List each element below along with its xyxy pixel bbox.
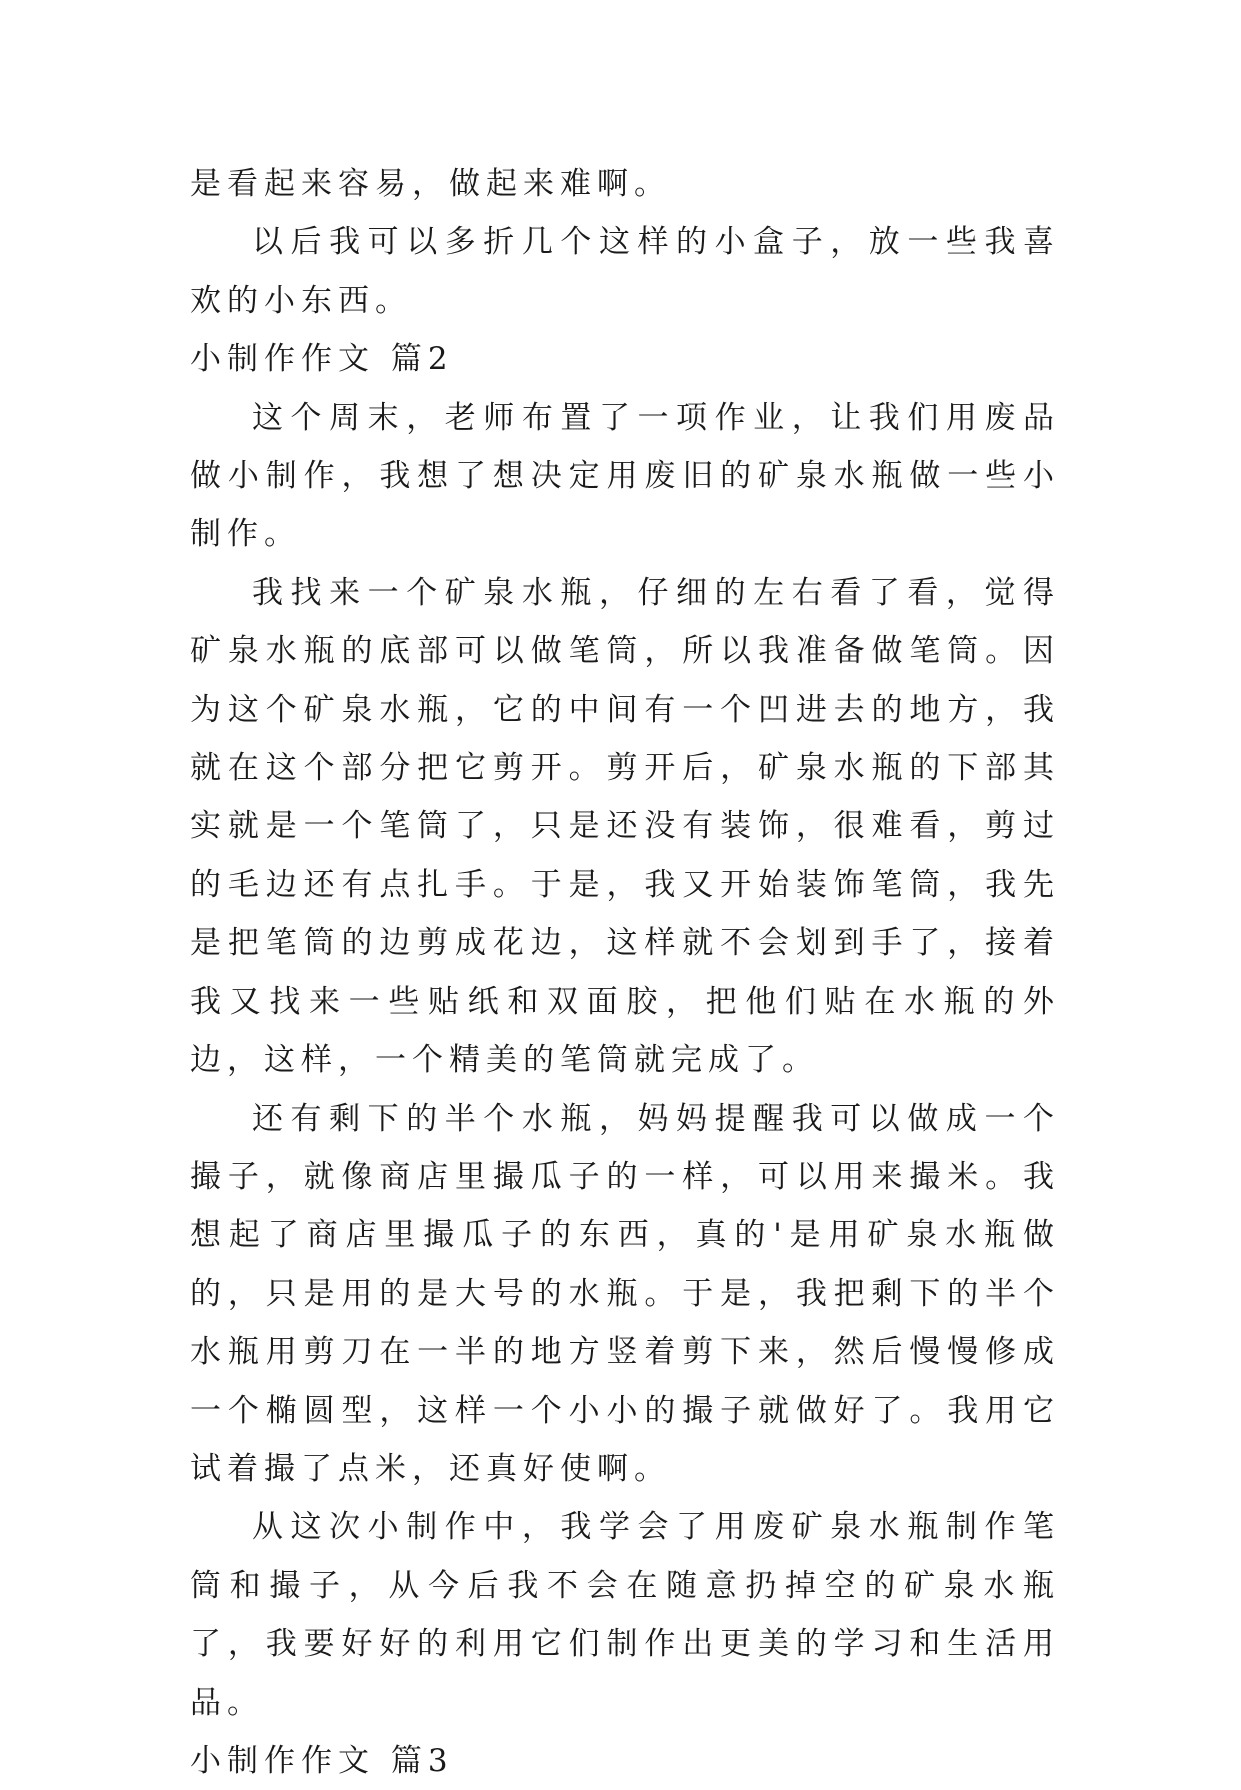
paragraph: 以后我可以多折几个这样的小盒子，放一些我喜欢的小东西。	[190, 224, 1060, 319]
section-heading-2: 小制作作文 篇2	[190, 341, 454, 378]
section-heading-3: 小制作作文 篇3	[190, 1742, 454, 1779]
paragraph-continuation: 是看起来容易，做起来难啊。	[190, 166, 671, 202]
paragraph: 这个周末，老师布置了一项作业，让我们用废品做小制作，我想了想决定用废旧的矿泉水瓶做一些小制作。	[190, 399, 1060, 553]
essay-body	[190, 155, 1060, 1790]
paragraph: 我找来一个矿泉水瓶，仔细的左右看了看，觉得矿泉水瓶的底部可以做笔筒，所以我准备做笔筒。因为这个矿泉水瓶，它的中间有一个凹进去的地方，我就在这个部分把它剪开。剪开后，矿泉水瓶的下部其实就是一个笔筒了，只是还没有装饰，很难看，剪过的毛边还有点扎手。于是，我又开始装饰笔筒，我先是把笔筒的边剪成花边，这样就不会划到手了，接着我又找来一些贴纸和双面胶，把他们贴在水瓶的外边，这样，一个精美的笔筒就完成了。	[190, 574, 1060, 1079]
paragraph: 还有剩下的半个水瓶，妈妈提醒我可以做成一个撮子，就像商店里撮瓜子的一样，可以用来撮米。我想起了商店里撮瓜子的东西，真的'是用矿泉水瓶做的，只是用的是大号的水瓶。于是，我把剩下的半个水瓶用剪刀在一半的地方竖着剪下来，然后慢慢修成一个椭圆型，这样一个小小的撮子就做好了。我用它试着撮了点米，还真好使啊。	[190, 1100, 1060, 1487]
paragraph: 从这次小制作中，我学会了用废矿泉水瓶制作笔筒和撮子，从今后我不会在随意扔掉空的矿泉水瓶了，我要好好的利用它们制作出更美的学习和生活用品。	[190, 1509, 1060, 1721]
